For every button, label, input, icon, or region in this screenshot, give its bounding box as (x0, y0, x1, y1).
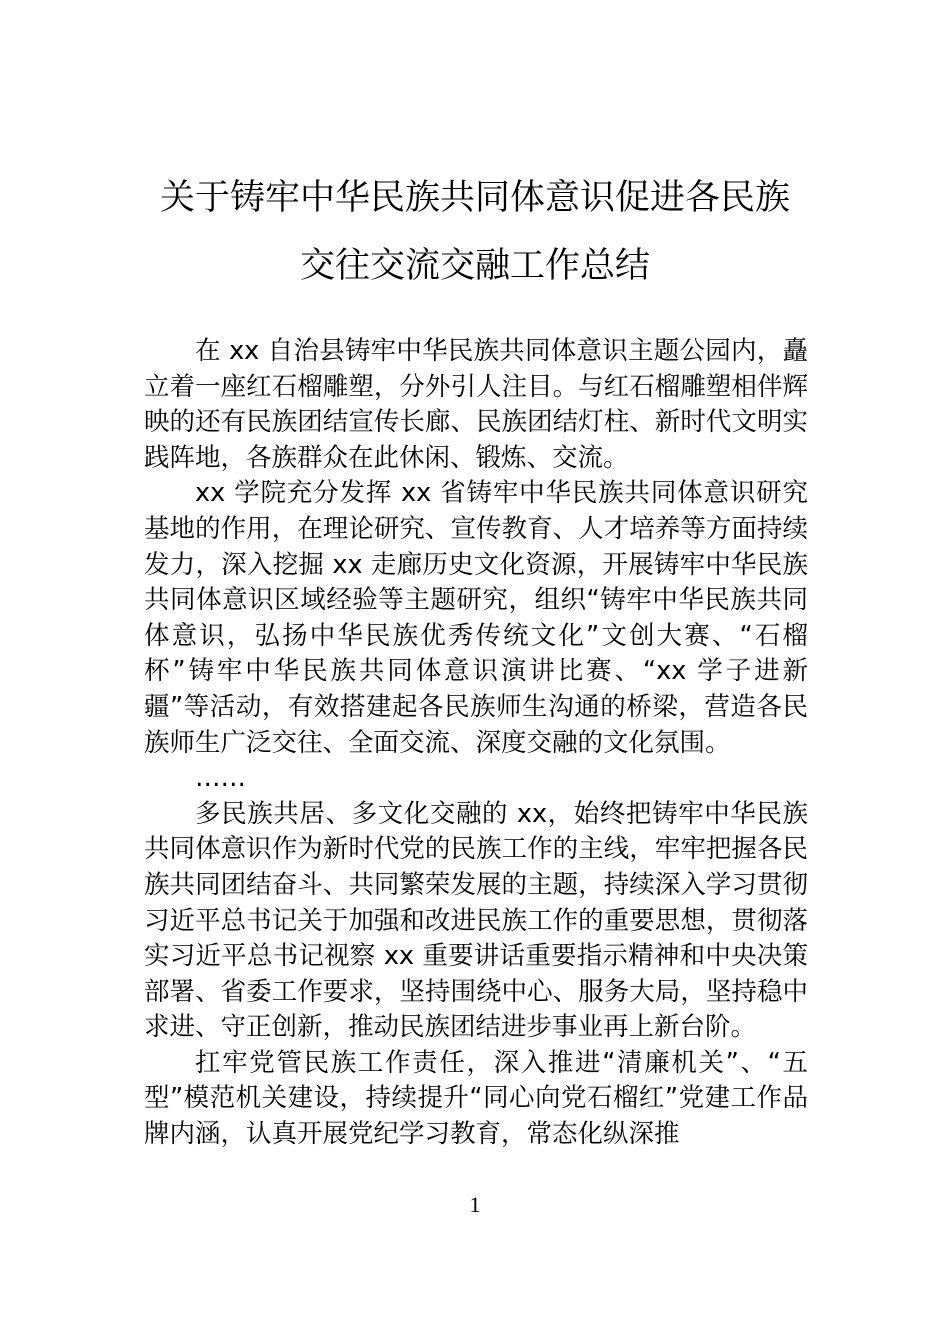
paragraph-4: 扛牢党管民族工作责任，深入推进“清廉机关”、“五型”模范机关建设，持续提升“同心向党石榴红”党建工作品牌内涵，认真开展党纪学习教育，常态化纵深推 (144, 1047, 808, 1150)
document-title-line-1: 关于铸牢中华民族共同体意识促进各民族 (159, 178, 790, 218)
paragraph-1: 在 xx 自治县铸牢中华民族共同体意识主题公园内，矗立着一座红石榴雕塑，分外引人注目。与红石榴雕塑相伴辉映的还有民族团结宣传长廊、民族团结灯柱、新时代文明实践阵地，各族群众在此休闲、锻炼、交流。 (144, 336, 808, 473)
paragraph-3: 多民族共居、多文化交融的 xx，始终把铸牢中华民族共同体意识作为新时代党的民族工作的主线，牢牢把握各民族共同团结奋斗、共同繁荣发展的主题，持续深入学习贯彻习近平总书记关于加强和改进民族工作的重要思想，贯彻落实习近平总书记视察 xx 重要讲话重要指示精神和中央决策部署、省委工作要求，坚持围绕中心、服务大局，坚持稳中求进、守正创新，推动民族团结进步事业再上新台阶。 (144, 798, 808, 1043)
page-number: 1 (469, 1192, 481, 1217)
document-body (144, 334, 808, 1153)
paragraph-2: xx 学院充分发挥 xx 省铸牢中华民族共同体意识研究基地的作用，在理论研究、宣传教育、人才培养等方面持续发力，深入挖掘 xx 走廊历史文化资源，开展铸牢中华民族共同体意识区域经验等主题研究，组织“铸牢中华民族共同体意识，弘扬中华民族优秀传统文化”文创大赛、“石榴杯”铸牢中华民族共同体意识演讲比赛、“xx 学子进新疆”等活动，有效搭建起各民族师生沟通的桥梁，营造各民族师生广泛交往、全面交流、深度交融的文化氛围。 (144, 478, 808, 758)
document-title-line-2: 交往交流交融工作总结 (299, 246, 650, 286)
paragraph-ellipsis: …… (195, 763, 246, 794)
